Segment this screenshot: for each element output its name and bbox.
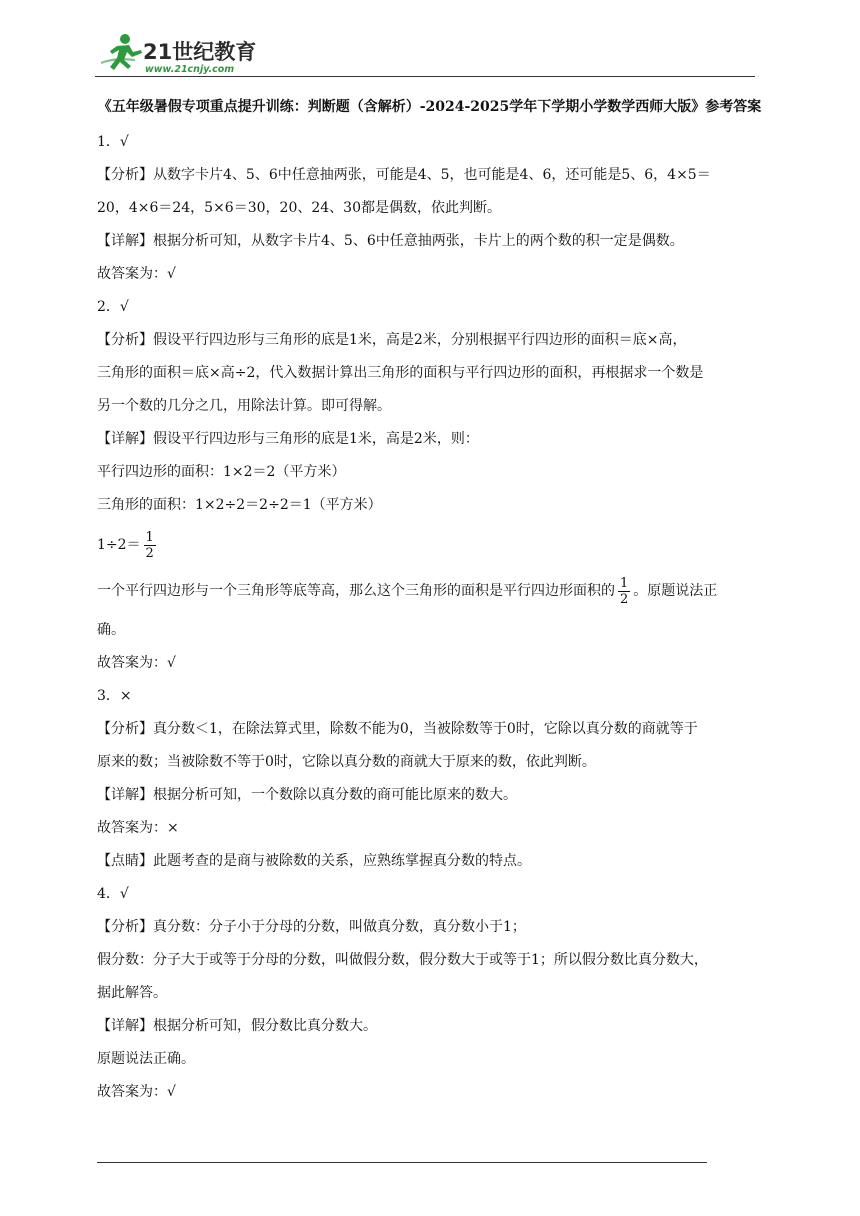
q4-analysis-line2: 假分数：分子大于或等于分母的分数，叫做假分数，假分数大于或等于1；所以假分数比真分数大， (97, 952, 708, 968)
q4-detail: 【详解】根据分析可知，假分数比真分数大。 (97, 1018, 377, 1034)
question-1 (97, 126, 762, 291)
question-3 (97, 680, 762, 878)
q1-answer: 故答案为：√ (97, 266, 176, 282)
q2-calc-division (97, 522, 762, 568)
q2-calc-triangle: 三角形的面积：1×2÷2＝2÷2＝1（平方米） (97, 497, 382, 513)
q3-comment: 【点睛】此题考查的是商与被除数的关系，应熟练掌握真分数的特点。 (97, 853, 531, 869)
q4-analysis-line1: 【分析】真分数：分子小于分母的分数，叫做真分数，真分数小于1； (97, 919, 526, 935)
q2-answer: 故答案为：√ (97, 655, 176, 671)
q2-conclusion (97, 568, 762, 614)
footer-divider (97, 1162, 707, 1163)
q3-answer: 故答案为：× (97, 820, 179, 836)
q4-statement: 原题说法正确。 (97, 1051, 195, 1067)
fraction-one-half (618, 576, 630, 607)
q2-conclusion-suffix: 。原题说法正 (633, 583, 718, 599)
fraction-denominator: 2 (620, 591, 629, 607)
q2-calc-parallelogram: 平行四边形的面积：1×2＝2（平方米） (97, 464, 346, 480)
q1-analysis-line1: 【分析】从数字卡片4、5、6中任意抽两张，可能是4、5，也可能是4、6，还可能是5、6，4×5＝ (97, 167, 711, 183)
doc-title: 《五年级暑假专项重点提升训练：判断题（含解析）-2024-2025学年下学期小学数学西师大版》参考答案 (97, 99, 762, 115)
q1-number: 1．√ (97, 134, 129, 150)
q1-analysis-line2: 20，4×6＝24，5×6＝30，20、24、30都是偶数，依此判断。 (97, 200, 501, 216)
answer-document (97, 96, 762, 1109)
q4-number: 4．√ (97, 886, 129, 902)
q2-number: 2．√ (97, 299, 129, 315)
q3-analysis-line2: 原来的数；当被除数不等于0时，它除以真分数的商就大于原来的数，依此判断。 (97, 754, 596, 770)
header-divider (95, 76, 755, 77)
fraction-numerator: 1 (145, 529, 154, 545)
q2-division-prefix: 1÷2＝ (97, 537, 141, 553)
runner-icon (101, 34, 142, 70)
logo-21cnjy (95, 32, 265, 76)
q2-conclusion-prefix: 一个平行四边形与一个三角形等底等高，那么这个三角形的面积是平行四边形面积的 (97, 583, 615, 599)
question-4 (97, 878, 762, 1109)
q2-analysis-line2: 三角形的面积＝底×高÷2，代入数据计算出三角形的面积与平行四边形的面积，再根据求一个数是 (97, 365, 704, 381)
q2-conclusion-line2: 确。 (97, 622, 125, 638)
q3-number: 3．× (97, 688, 132, 704)
q4-answer: 故答案为：√ (97, 1084, 176, 1100)
question-2 (97, 291, 762, 680)
q4-analysis-line3: 据此解答。 (97, 985, 167, 1001)
fraction-denominator: 2 (145, 545, 154, 561)
q2-detail: 【详解】假设平行四边形与三角形的底是1米，高是2米，则： (97, 431, 479, 447)
q2-analysis-line3: 另一个数的几分之几，用除法计算。即可得解。 (97, 398, 391, 414)
q3-detail: 【详解】根据分析可知，一个数除以真分数的商可能比原来的数大。 (97, 787, 517, 803)
q2-analysis-line1: 【分析】假设平行四边形与三角形的底是1米，高是2米，分别根据平行四边形的面积＝底×高， (97, 332, 687, 348)
logo-url: www.21cnjy.com (145, 64, 235, 75)
fraction-one-half (144, 530, 156, 561)
fraction-numerator: 1 (620, 575, 629, 591)
page-header (95, 30, 755, 78)
q1-detail: 【详解】根据分析可知，从数字卡片4、5、6中任意抽两张，卡片上的两个数的积一定是偶数。 (97, 233, 684, 249)
logo-text: 21世纪教育 (143, 40, 257, 64)
q3-analysis-line1: 【分析】真分数＜1，在除法算式里，除数不能为0，当被除数等于0时，它除以真分数的商就等于 (97, 721, 698, 737)
